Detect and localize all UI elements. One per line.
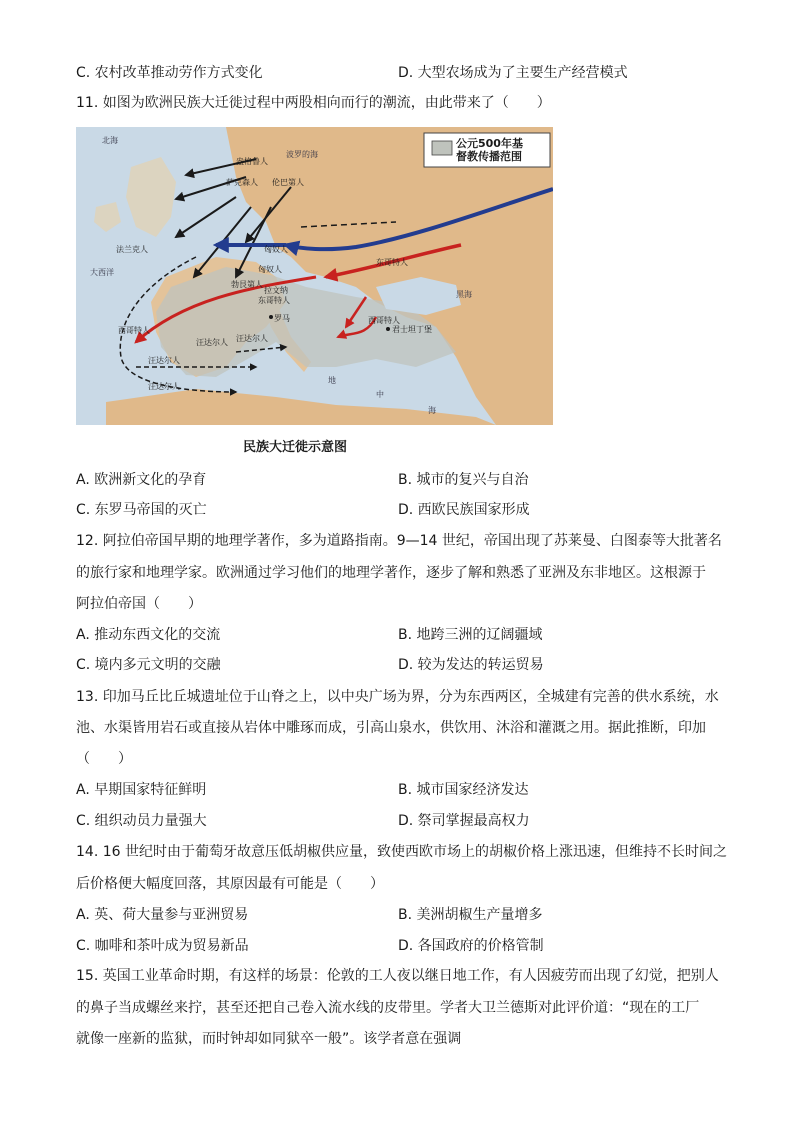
migration-map-svg xyxy=(76,127,553,425)
label-atlantic: 大西洋 xyxy=(90,268,114,277)
label-constantinople: 君士坦丁堡 xyxy=(392,325,432,334)
label-ostrogoths-1: 东哥特人 xyxy=(376,258,408,267)
q13-option-b: B. 城市国家经济发达 xyxy=(398,782,529,798)
label-vandals-2: 汪达尔人 xyxy=(196,338,228,347)
q14-line-2: 后价格便大幅度回落，其原因最有可能是（ ） xyxy=(76,876,384,892)
legend-text-2: 督教传播范围 xyxy=(456,150,522,163)
map-caption: 民族大迁徙示意图 xyxy=(243,440,348,455)
q13-line-1: 13. 印加马丘比丘城遗址位于山脊之上，以中央广场为界，分为东西两区，全城建有完善的供水系统，水 xyxy=(76,689,719,705)
legend-text-1: 公元500年基 xyxy=(456,137,523,150)
q12-line-1: 12. 阿拉伯帝国早期的地理学著作，多为道路指南。9—14 世纪，帝国出现了苏莱曼、白图泰等大批著名 xyxy=(76,533,722,549)
q13-option-a: A. 早期国家特征鲜明 xyxy=(76,782,207,798)
prev-option-c: C. 农村改革推动劳作方式变化 xyxy=(76,65,263,81)
q11-option-d: D. 西欧民族国家形成 xyxy=(398,502,530,518)
marker-rome xyxy=(269,315,273,319)
label-visigoths-2: 西哥特人 xyxy=(368,316,400,325)
q12-option-a: A. 推动东西文化的交流 xyxy=(76,627,221,643)
q12-option-c: C. 境内多元文明的交融 xyxy=(76,657,221,673)
q15-line-1: 15. 英国工业革命时期，有这样的场景：伦敦的工人夜以继日地工作，有人因疲劳而出现了幻觉，把别人 xyxy=(76,968,719,984)
q14-option-a: A. 英、荷大量参与亚洲贸易 xyxy=(76,907,249,923)
label-north-sea: 北海 xyxy=(102,136,118,145)
label-visigoths-1: 西哥特人 xyxy=(118,326,150,335)
label-angles: 盎格鲁人 xyxy=(236,157,268,166)
q15-line-3: 就像一座新的监狱，而时钟却如同狱卒一般”。该学者意在强调 xyxy=(76,1031,462,1047)
q12-line-2: 的旅行家和地理学家。欧洲通过学习他们的地理学著作，逐步了解和熟悉了亚洲及东非地区。这根源于 xyxy=(76,565,706,581)
migration-map xyxy=(76,127,553,425)
label-baltic: 波罗的海 xyxy=(286,150,318,159)
label-vandals-3: 汪达尔人 xyxy=(236,334,268,343)
label-huns-1: 匈奴人 xyxy=(264,245,288,254)
marker-constantinople xyxy=(386,327,390,331)
q13-line-2: 池、水渠皆用岩石或直接从岩体中雕琢而成，引高山泉水，供饮用、沐浴和灌溉之用。据此推断，印加 xyxy=(76,720,706,736)
label-med-2: 中 xyxy=(376,390,384,399)
label-vandals-4: 汪达尔人 xyxy=(148,382,180,391)
q11-stem: 11. 如图为欧洲民族大迁徙过程中两股相向而行的潮流，由此带来了（ ） xyxy=(76,95,551,111)
label-burgundians: 勃艮第人 xyxy=(231,280,263,289)
q11-option-c: C. 东罗马帝国的灭亡 xyxy=(76,502,207,518)
label-med-1: 地 xyxy=(328,376,336,385)
label-ravenna: 拉文纳 xyxy=(264,286,288,295)
q13-option-d: D. 祭司掌握最高权力 xyxy=(398,813,530,829)
label-franks: 法兰克人 xyxy=(116,245,148,254)
label-ostrogoths-2: 东哥特人 xyxy=(258,296,290,305)
q13-line-3: （ ） xyxy=(76,751,132,767)
q14-line-1: 14. 16 世纪时由于葡萄牙故意压低胡椒供应量，致使西欧市场上的胡椒价格上涨迅速，但维持不长时间之 xyxy=(76,844,727,860)
q12-option-b: B. 地跨三洲的辽阔疆域 xyxy=(398,627,543,643)
label-vandals-1: 汪达尔人 xyxy=(148,356,180,365)
q14-option-d: D. 各国政府的价格管制 xyxy=(398,938,544,954)
q13-option-c: C. 组织动员力量强大 xyxy=(76,813,207,829)
label-black-sea: 黑海 xyxy=(456,290,472,299)
q15-line-2: 的鼻子当成螺丝来拧，甚至还把自己卷入流水线的皮带里。学者大卫兰德斯对此评价道：“现在的工厂 xyxy=(76,1000,700,1016)
label-huns-2: 匈奴人 xyxy=(258,265,282,274)
label-lombards: 伦巴第人 xyxy=(272,178,304,187)
q11-option-a: A. 欧洲新文化的孕育 xyxy=(76,472,207,488)
legend-swatch xyxy=(432,141,452,155)
q14-option-c: C. 咖啡和茶叶成为贸易新品 xyxy=(76,938,249,954)
q12-line-3: 阿拉伯帝国（ ） xyxy=(76,596,202,612)
label-rome: 罗马 xyxy=(274,314,290,323)
label-saxons: 萨克森人 xyxy=(226,178,258,187)
q11-option-b: B. 城市的复兴与自治 xyxy=(398,472,529,488)
label-med-3: 海 xyxy=(428,406,436,415)
q12-option-d: D. 较为发达的转运贸易 xyxy=(398,657,544,673)
prev-option-d: D. 大型农场成为了主要生产经营模式 xyxy=(398,65,628,81)
q14-option-b: B. 美洲胡椒生产量增多 xyxy=(398,907,543,923)
